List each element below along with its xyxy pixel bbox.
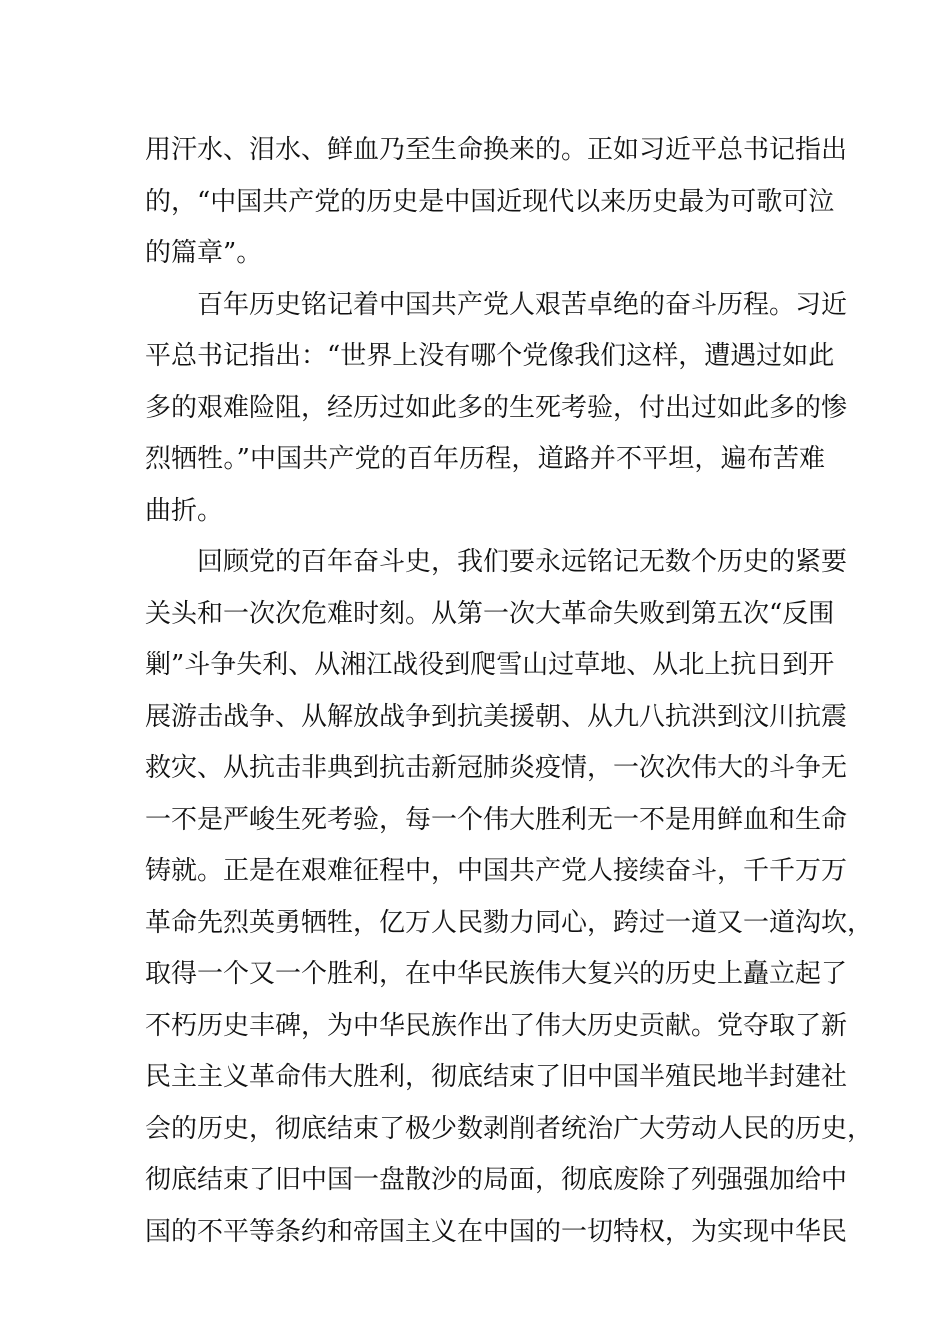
text-line: 展游击战争、从解放战争到抗美援朝、从九八抗洪到汶川抗震 <box>145 701 848 732</box>
text-line: 革命先烈英勇牺牲，亿万人民勠力同心，跨过一道又一道沟坎， <box>145 907 874 938</box>
text-line: 彻底结束了旧中国一盘散沙的局面，彻底废除了列强强加给中 <box>145 1165 848 1195</box>
text-line: 百年历史铭记着中国共产党人艰苦卓绝的奋斗历程。习近 <box>197 289 848 320</box>
text-line: 的，“中国共产党的历史是中国近现代以来历史最为可歌可泣 <box>145 186 835 217</box>
text-line: 救灾、从抗击非典到抗击新冠肺炎疫情，一次次伟大的斗争无 <box>145 753 848 783</box>
text-line: 会的历史，彻底结束了极少数剥削者统治广大劳动人民的历史， <box>145 1113 874 1144</box>
text-line: 剿”斗争失利、从湘江战役到爬雪山过草地、从北上抗日到开 <box>145 650 835 680</box>
text-line: 回顾党的百年奋斗史，我们要永远铭记无数个历史的紧要 <box>197 547 848 577</box>
text-line: 取得一个又一个胜利，在中华民族伟大复兴的历史上矗立起了 <box>145 959 848 989</box>
text-line: 不朽历史丰碑，为中华民族作出了伟大历史贡献。党夺取了新 <box>145 1010 848 1041</box>
text-line: 国的不平等条约和帝国主义在中国的一切特权，为实现中华民 <box>145 1216 848 1247</box>
text-line: 民主主义革命伟大胜利，彻底结束了旧中国半殖民地半封建社 <box>145 1062 848 1092</box>
paragraph-3 <box>145 537 874 1258</box>
text-line: 平总书记指出：“世界上没有哪个党像我们这样，遭遇过如此 <box>145 341 835 371</box>
document-body <box>145 125 874 1258</box>
text-line: 用汗水、泪水、鲜血乃至生命换来的。正如习近平总书记指出 <box>145 135 848 165</box>
text-line: 一不是严峻生死考验，每一个伟大胜利无一不是用鲜血和生命 <box>145 804 848 835</box>
paragraph-2 <box>145 280 848 538</box>
text-line: 多的艰难险阻，经历过如此多的生死考验，付出过如此多的惨 <box>145 392 848 423</box>
text-line: 关头和一次次危难时刻。从第一次大革命失败到第五次“反围 <box>145 598 835 629</box>
text-line: 曲折。 <box>145 495 224 526</box>
text-line: 铸就。正是在艰难征程中，中国共产党人接续奋斗，千千万万 <box>145 856 848 886</box>
text-line: 烈牺牲。”中国共产党的百年历程，道路并不平坦，遍布苦难 <box>145 444 825 474</box>
paragraph-1 <box>145 125 848 280</box>
text-line: 的篇章”。 <box>145 238 263 268</box>
